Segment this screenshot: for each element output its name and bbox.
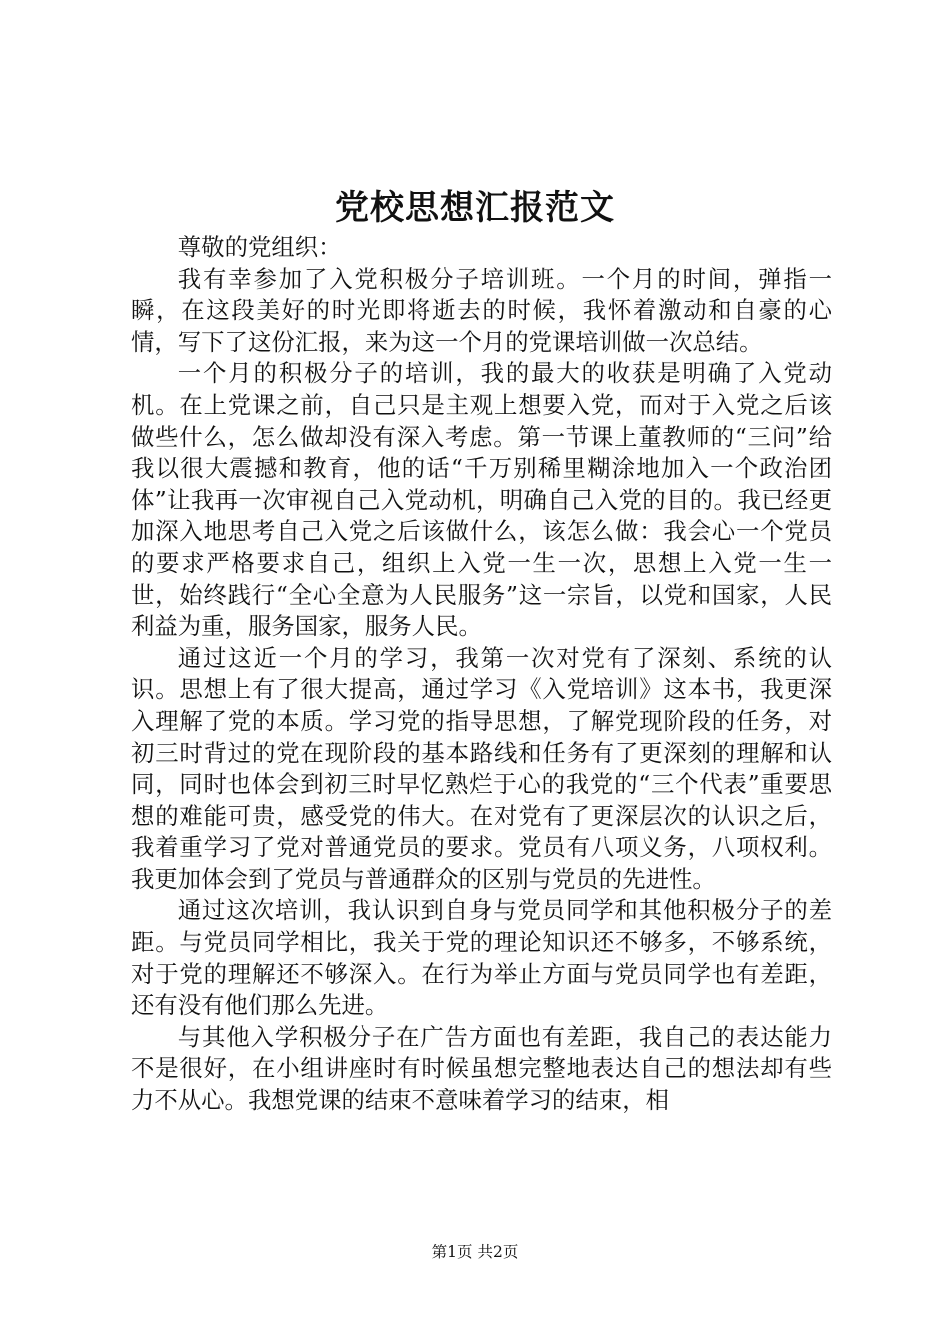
document-body [131,232,832,1117]
paragraph-1: 我有幸参加了入党积极分子培训班。一个月的时间，弹指一瞬，在这段美好的时光即将逝去的时候，我怀着激动和自豪的心情，写下了这份汇报，来为这一个月的党课培训做一次总结。 [131,264,832,356]
paragraph-2: 一个月的积极分子的培训，我的最大的收获是明确了入党动机。在上党课之前，自己只是主观上想要入党，而对于入党之后该做些什么，怎么做却没有深入考虑。第一节课上董教师的“三问”给我以很大震撼和教育，他的话“千万别稀里糊涂地加入一个政治团体”让我再一次审视自己入党动机，明确自己入党的目的。我已经更加深入地思考自己入党之后该做什么，该怎么做：我会心一个党员的要求严格要求自己，组织上入党一生一次，思想上入党一生一世，始终践行“全心全意为人民服务”这一宗旨，以党和国家，人民利益为重，服务国家，服务人民。 [131,359,832,641]
paragraph-4: 通过这次培训，我认识到自身与党员同学和其他积极分子的差距。与党员同学相比，我关于党的理论知识还不够多，不够系统，对于党的理解还不够深入。在行为举止方面与党员同学也有差距，还有没有他们那么先进。 [131,896,832,1020]
salutation: 尊敬的党组织： [177,233,342,261]
paragraph-5: 与其他入学积极分子在广告方面也有差距，我自己的表达能力不是很好，在小组讲座时有时候虽想完整地表达自己的想法却有些力不从心。我想党课的结束不意味着学习的结束，相 [131,1022,832,1115]
paragraph-3: 通过这近一个月的学习，我第一次对党有了深刻、系统的认识。思想上有了很大提高，通过学习《入党培训》这本书，我更深入理解了党的本质。学习党的指导思想，了解党现阶段的任务，对初三时背过的党在现阶段的基本路线和任务有了更深刻的理解和认同，同时也体会到初三时早忆熟烂于心的我党的“三个代表”重要思想的难能可贵，感受党的伟大。在对党有了更深层次的认识之后，我着重学习了党对普通党员的要求。党员有八项义务，八项权利。我更加体会到了党员与普通群众的区别与党员的先进性。 [131,643,832,893]
document-title: 党校思想汇报范文 [335,188,615,228]
page-footer: 第1页 共2页 [431,1243,519,1261]
